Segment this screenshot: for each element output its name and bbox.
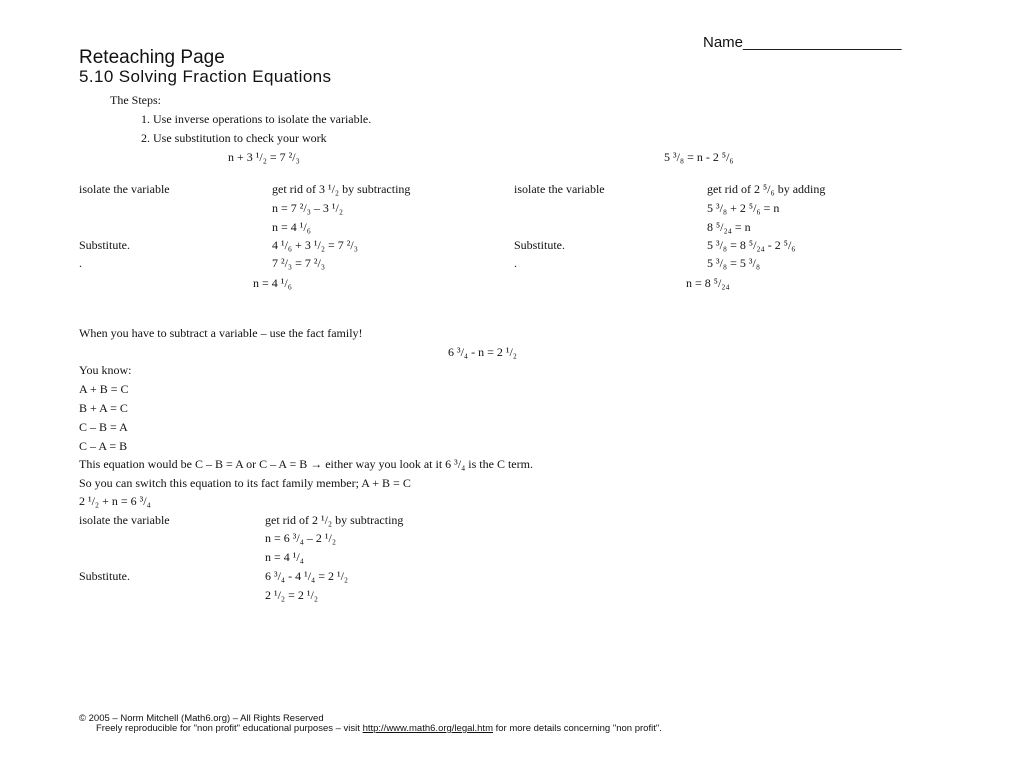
you-know-label: You know: [79,363,132,377]
fact-family-substitute-label: Substitute. [79,569,131,583]
footer-line2-prefix: Freely reproducible for "non profit" educational purposes – visit [96,723,363,734]
example2-isolate-label: isolate the variable [514,182,605,196]
example2-dot: . [514,256,517,270]
example2-substitute-label: Substitute. [514,238,566,252]
example1-instruction: get rid of 3 ¹/₂ by subtracting [272,182,411,196]
fact-item: C – A = B [79,439,128,453]
steps-heading: The Steps: [110,93,161,107]
fact-item: B + A = C [79,401,128,415]
example1-check2: 7 ²/₃ = 7 ²/₃ [272,256,325,270]
footer-line2-suffix: for more details concerning "non profit". [492,723,662,734]
name-field: Name___________________ [703,34,902,51]
fact-family-instruction: get rid of 2 ¹/₂ by subtracting [265,513,404,527]
fact-family-line1: This equation would be C – B = A or C – A = B → either way you look at it 6 ³/₄ is the C term. [79,457,533,471]
example1-answer: n = 4 ¹/₆ [253,276,292,290]
fact-family-intro: When you have to subtract a variable – use the fact family! [79,326,363,340]
example2-step2: 8 ⁵/₂₄ = n [707,220,751,234]
fact-family-isolate-label: isolate the variable [79,513,170,527]
footer-legal-link[interactable]: http://www.math6.org/legal.htm [362,723,493,734]
fact-family-rewritten: 2 ¹/₂ + n = 6 ³/₄ [79,494,151,508]
example2-check1: 5 ³/₈ = 8 ⁵/₂₄ - 2 ⁵/₆ [707,238,796,252]
example1-step1: n = 7 ²/₃ – 3 ¹/₂ [272,201,343,215]
page-title: Reteaching Page [79,47,225,68]
example2-check2: 5 ³/₈ = 5 ³/₈ [707,256,760,270]
example2-instruction: get rid of 2 ⁵/₆ by adding [707,182,826,196]
step-item: 2. Use substitution to check your work [141,131,327,145]
example1-dot: . [79,256,82,270]
example2-answer: n = 8 ⁵/₂₄ [686,276,730,290]
example1-check1: 4 ¹/₆ + 3 ¹/₂ = 7 ²/₃ [272,238,358,252]
example1-isolate-label: isolate the variable [79,182,170,196]
fact-family-check1: 6 ³/₄ - 4 ¹/₄ = 2 ¹/₂ [265,569,349,583]
page-subtitle: 5.10 Solving Fraction Equations [79,67,332,86]
fact-family-step1: n = 6 ³/₄ – 2 ¹/₂ [265,531,336,545]
example2-equation: 5 ³/₈ = n - 2 ⁵/₆ [664,150,734,164]
footer-copyright: © 2005 – Norm Mitchell (Math6.org) – All Rights Reserved [79,713,324,724]
fact-family-check2: 2 ¹/₂ = 2 ¹/₂ [265,588,318,602]
fact-item: A + B = C [79,382,129,396]
example1-equation: n + 3 ¹/₂ = 7 ²/₃ [228,150,300,164]
fact-family-line2: So you can switch this equation to its fact family member; A + B = C [79,476,411,490]
step-item: 1. Use inverse operations to isolate the variable. [141,112,372,126]
fact-family-equation: 6 ³/₄ - n = 2 ¹/₂ [448,345,517,359]
example2-step1: 5 ³/₈ + 2 ⁵/₆ = n [707,201,780,215]
footer-line2 [96,723,662,734]
fact-family-step2: n = 4 ¹/₄ [265,550,304,564]
example1-substitute-label: Substitute. [79,238,131,252]
fact-item: C – B = A [79,420,128,434]
example1-step2: n = 4 ¹/₆ [272,220,311,234]
